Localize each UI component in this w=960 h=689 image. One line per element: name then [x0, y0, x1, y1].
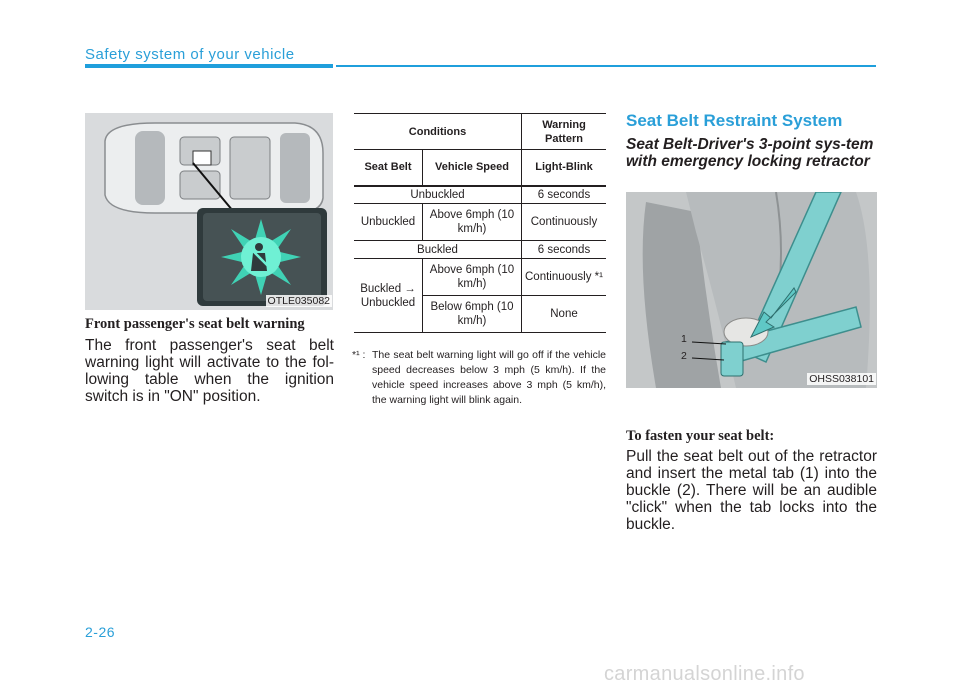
table-cell: Continuously *¹ [522, 259, 607, 296]
header-light-blink: Light-Blink [522, 150, 607, 186]
fasten-belt-image [626, 192, 877, 388]
table-cell: None [522, 296, 607, 333]
header-warning-pattern: Warning Pattern [522, 114, 607, 150]
passenger-warning-illustration [85, 113, 333, 310]
table-cell: Unbuckled [354, 204, 423, 241]
table-cell: Above 6mph (10 km/h) [423, 204, 522, 241]
page-number: 2-26 [85, 624, 116, 640]
header-rule [336, 65, 876, 67]
header-conditions: Conditions [354, 114, 522, 150]
table-cell: Buckled [354, 241, 522, 259]
subsection-heading: Seat Belt-Driver's 3-point sys-tem with emergency locking retractor [626, 136, 874, 170]
watermark: carmanualsonline.info [604, 663, 805, 685]
table-cell: Continuously [522, 204, 607, 241]
footnote [352, 348, 606, 408]
figure-code: OTLE035082 [267, 295, 330, 307]
header-vehicle-speed: Vehicle Speed [423, 150, 522, 186]
warning-pattern-table [354, 113, 606, 333]
table-cell: Unbuckled [354, 186, 522, 204]
car-top-view-image [85, 113, 333, 310]
table-row [354, 204, 606, 241]
table-cell: Below 6mph (10 km/h) [423, 296, 522, 333]
callout-label-1: 1 [681, 333, 687, 345]
figure-caption: To fasten your seat belt: [626, 428, 775, 444]
table-row [354, 186, 606, 204]
seat-belt-illustration [626, 192, 877, 388]
table-cell: Above 6mph (10 km/h) [423, 259, 522, 296]
table-row [354, 241, 606, 259]
callout-label-2: 2 [681, 350, 687, 362]
figure-caption: Front passenger's seat belt warning [85, 316, 305, 332]
table-cell: 6 seconds [522, 241, 607, 259]
table-cell: 6 seconds [522, 186, 607, 204]
body-paragraph: The front passenger's seat belt warning light will activate to the fol-lowing table when the ignition switch is in "ON" position. [85, 337, 334, 405]
footnote-marker: *¹ : [352, 349, 366, 361]
table-cell: Buckled → Unbuckled [354, 259, 423, 333]
figure-code: OHSS038101 [809, 373, 874, 385]
section-title: Safety system of your vehicle [85, 46, 295, 63]
footnote-text: The seat belt warning light will go off if the vehicle speed decreases below 3 mph (5 km/h). If the vehicle speed increases above 3 mph (5 km/h), the warning light will blink again. [372, 349, 606, 406]
body-paragraph: Pull the seat belt out of the retractor and insert the metal tab (1) into the buckle (2). There will be an audible "click" when the tab locks into the buckle. [626, 448, 877, 533]
section-heading: Seat Belt Restraint System [626, 111, 843, 130]
header-rule-accent [85, 64, 333, 68]
table-row [354, 259, 606, 296]
header-seat-belt: Seat Belt [354, 150, 423, 186]
